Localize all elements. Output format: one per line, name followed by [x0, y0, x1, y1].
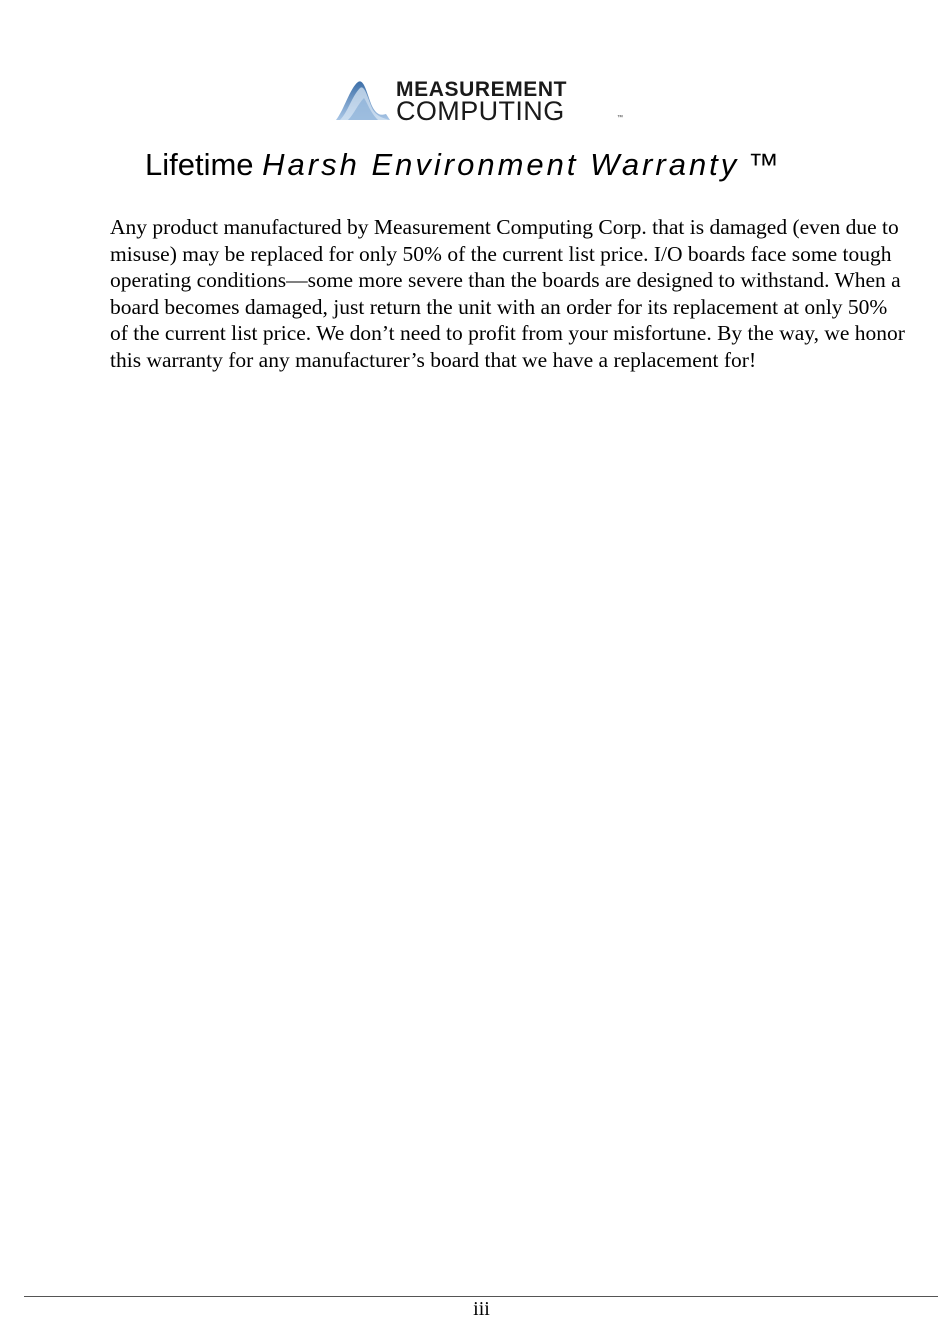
logo-line-measurement: MEASUREMENT: [396, 78, 568, 101]
title-italic: Harsh Environment Warranty: [262, 147, 740, 182]
page-title: [145, 145, 779, 185]
logo-line-computing: COMPUTING: [396, 96, 565, 126]
wave-logo-icon: [334, 76, 394, 126]
logo-trademark: ™: [617, 115, 623, 121]
title-plain: Lifetime: [145, 147, 263, 182]
title-trademark: ™: [739, 147, 779, 182]
page-number: iii: [473, 1298, 490, 1320]
company-logo: [334, 76, 630, 128]
warranty-paragraph: Any product manufactured by Measurement Computing Corp. that is damaged (even due to misuse) may be replaced for only 50% of the current list price. I/O boards face some tough operating conditions—some more severe than the boards are designed to withstand. When a board becomes damaged, just return the unit with an order for its replacement at only 50% of the current list price. We don’t need to profit from your misfortune. By the way, we honor this warranty for any manufacturer’s board that we have a replacement for!: [110, 215, 905, 372]
footer-divider: [24, 1296, 938, 1297]
